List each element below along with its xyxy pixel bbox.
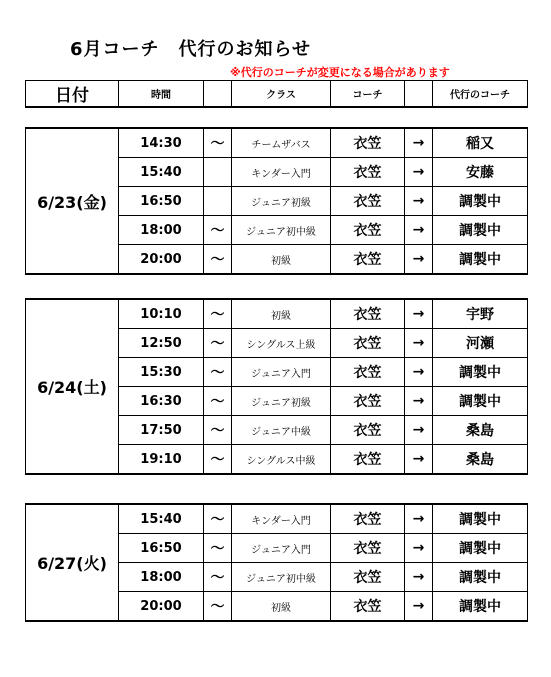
arrow-icon: → bbox=[405, 128, 433, 158]
arrow-icon: → bbox=[405, 592, 433, 622]
substitute-cell: 稲又 bbox=[433, 128, 528, 158]
header-time: 時間 bbox=[119, 81, 204, 108]
substitute-cell: 宇野 bbox=[433, 299, 528, 329]
substitute-cell: 調製中 bbox=[433, 534, 528, 563]
class-cell: シングルス上級 bbox=[232, 329, 331, 358]
time-cell: 16:30 bbox=[119, 387, 204, 416]
coach-cell: 衣笠 bbox=[331, 358, 405, 387]
time-cell: 16:50 bbox=[119, 187, 204, 216]
arrow-icon: → bbox=[405, 387, 433, 416]
substitute-cell: 調製中 bbox=[433, 187, 528, 216]
substitute-cell: 安藤 bbox=[433, 158, 528, 187]
header-arrow-spacer bbox=[405, 81, 433, 108]
date-block bbox=[25, 298, 528, 475]
tilde-cell: 〜 bbox=[204, 387, 232, 416]
coach-cell: 衣笠 bbox=[331, 504, 405, 534]
substitute-cell: 調製中 bbox=[433, 245, 528, 275]
arrow-icon: → bbox=[405, 299, 433, 329]
date-cell: 6/24(土) bbox=[26, 299, 119, 474]
class-cell: キンダー入門 bbox=[232, 504, 331, 534]
coach-cell: 衣笠 bbox=[331, 416, 405, 445]
header-coach: コーチ bbox=[331, 81, 405, 108]
class-cell: チームザバス bbox=[232, 128, 331, 158]
coach-cell: 衣笠 bbox=[331, 329, 405, 358]
coach-cell: 衣笠 bbox=[331, 216, 405, 245]
class-cell: ジュニア初級 bbox=[232, 187, 331, 216]
class-cell: ジュニア入門 bbox=[232, 358, 331, 387]
coach-cell: 衣笠 bbox=[331, 387, 405, 416]
substitute-cell: 調製中 bbox=[433, 358, 528, 387]
coach-cell: 衣笠 bbox=[331, 299, 405, 329]
substitute-cell: 河瀬 bbox=[433, 329, 528, 358]
schedule-row bbox=[26, 504, 528, 534]
substitute-cell: 調製中 bbox=[433, 563, 528, 592]
time-cell: 20:00 bbox=[119, 592, 204, 622]
coach-cell: 衣笠 bbox=[331, 534, 405, 563]
time-cell: 17:50 bbox=[119, 416, 204, 445]
coach-cell: 衣笠 bbox=[331, 187, 405, 216]
arrow-icon: → bbox=[405, 329, 433, 358]
header-date: 日付 bbox=[26, 81, 119, 108]
header-tilde-spacer bbox=[204, 81, 232, 108]
arrow-icon: → bbox=[405, 245, 433, 275]
coach-cell: 衣笠 bbox=[331, 563, 405, 592]
tilde-cell: 〜 bbox=[204, 504, 232, 534]
tilde-cell: 〜 bbox=[204, 358, 232, 387]
arrow-icon: → bbox=[405, 187, 433, 216]
arrow-icon: → bbox=[405, 504, 433, 534]
tilde-cell bbox=[204, 187, 232, 216]
time-cell: 12:50 bbox=[119, 329, 204, 358]
date-block bbox=[25, 503, 528, 622]
date-block bbox=[25, 127, 528, 275]
time-cell: 18:00 bbox=[119, 216, 204, 245]
class-cell: ジュニア初級 bbox=[232, 387, 331, 416]
tilde-cell bbox=[204, 158, 232, 187]
class-cell: 初級 bbox=[232, 592, 331, 622]
schedule-row bbox=[26, 299, 528, 329]
arrow-icon: → bbox=[405, 563, 433, 592]
tilde-cell: 〜 bbox=[204, 128, 232, 158]
substitute-cell: 調製中 bbox=[433, 504, 528, 534]
class-cell: 初級 bbox=[232, 245, 331, 275]
substitute-cell: 桑島 bbox=[433, 416, 528, 445]
tilde-cell: 〜 bbox=[204, 563, 232, 592]
arrow-icon: → bbox=[405, 158, 433, 187]
coach-cell: 衣笠 bbox=[331, 592, 405, 622]
schedule-row bbox=[26, 128, 528, 158]
coach-cell: 衣笠 bbox=[331, 128, 405, 158]
time-cell: 16:50 bbox=[119, 534, 204, 563]
tilde-cell: 〜 bbox=[204, 299, 232, 329]
tilde-cell: 〜 bbox=[204, 216, 232, 245]
coach-cell: 衣笠 bbox=[331, 245, 405, 275]
arrow-icon: → bbox=[405, 216, 433, 245]
date-cell: 6/27(火) bbox=[26, 504, 119, 621]
tilde-cell: 〜 bbox=[204, 592, 232, 622]
tilde-cell: 〜 bbox=[204, 445, 232, 475]
time-cell: 20:00 bbox=[119, 245, 204, 275]
coach-cell: 衣笠 bbox=[331, 445, 405, 475]
substitute-cell: 調製中 bbox=[433, 387, 528, 416]
arrow-icon: → bbox=[405, 358, 433, 387]
tilde-cell: 〜 bbox=[204, 534, 232, 563]
date-cell: 6/23(金) bbox=[26, 128, 119, 274]
header-class: クラス bbox=[232, 81, 331, 108]
page-title: 6月コーチ 代行のお知らせ bbox=[70, 39, 311, 60]
time-cell: 10:10 bbox=[119, 299, 204, 329]
class-cell: 初級 bbox=[232, 299, 331, 329]
tilde-cell: 〜 bbox=[204, 329, 232, 358]
class-cell: ジュニア中級 bbox=[232, 416, 331, 445]
arrow-icon: → bbox=[405, 445, 433, 475]
substitute-cell: 桑島 bbox=[433, 445, 528, 475]
class-cell: ジュニア初中級 bbox=[232, 216, 331, 245]
time-cell: 14:30 bbox=[119, 128, 204, 158]
header-substitute: 代行のコーチ bbox=[433, 81, 528, 108]
class-cell: シングルス中級 bbox=[232, 445, 331, 475]
change-notice: ※代行のコーチが変更になる場合があります bbox=[230, 66, 450, 79]
class-cell: ジュニア初中級 bbox=[232, 563, 331, 592]
arrow-icon: → bbox=[405, 534, 433, 563]
time-cell: 15:30 bbox=[119, 358, 204, 387]
substitute-cell: 調製中 bbox=[433, 216, 528, 245]
time-cell: 15:40 bbox=[119, 504, 204, 534]
time-cell: 18:00 bbox=[119, 563, 204, 592]
tilde-cell: 〜 bbox=[204, 245, 232, 275]
class-cell: キンダー入門 bbox=[232, 158, 331, 187]
coach-cell: 衣笠 bbox=[331, 158, 405, 187]
time-cell: 19:10 bbox=[119, 445, 204, 475]
time-cell: 15:40 bbox=[119, 158, 204, 187]
substitute-cell: 調製中 bbox=[433, 592, 528, 622]
arrow-icon: → bbox=[405, 416, 433, 445]
class-cell: ジュニア入門 bbox=[232, 534, 331, 563]
schedule-header bbox=[25, 80, 528, 108]
tilde-cell: 〜 bbox=[204, 416, 232, 445]
